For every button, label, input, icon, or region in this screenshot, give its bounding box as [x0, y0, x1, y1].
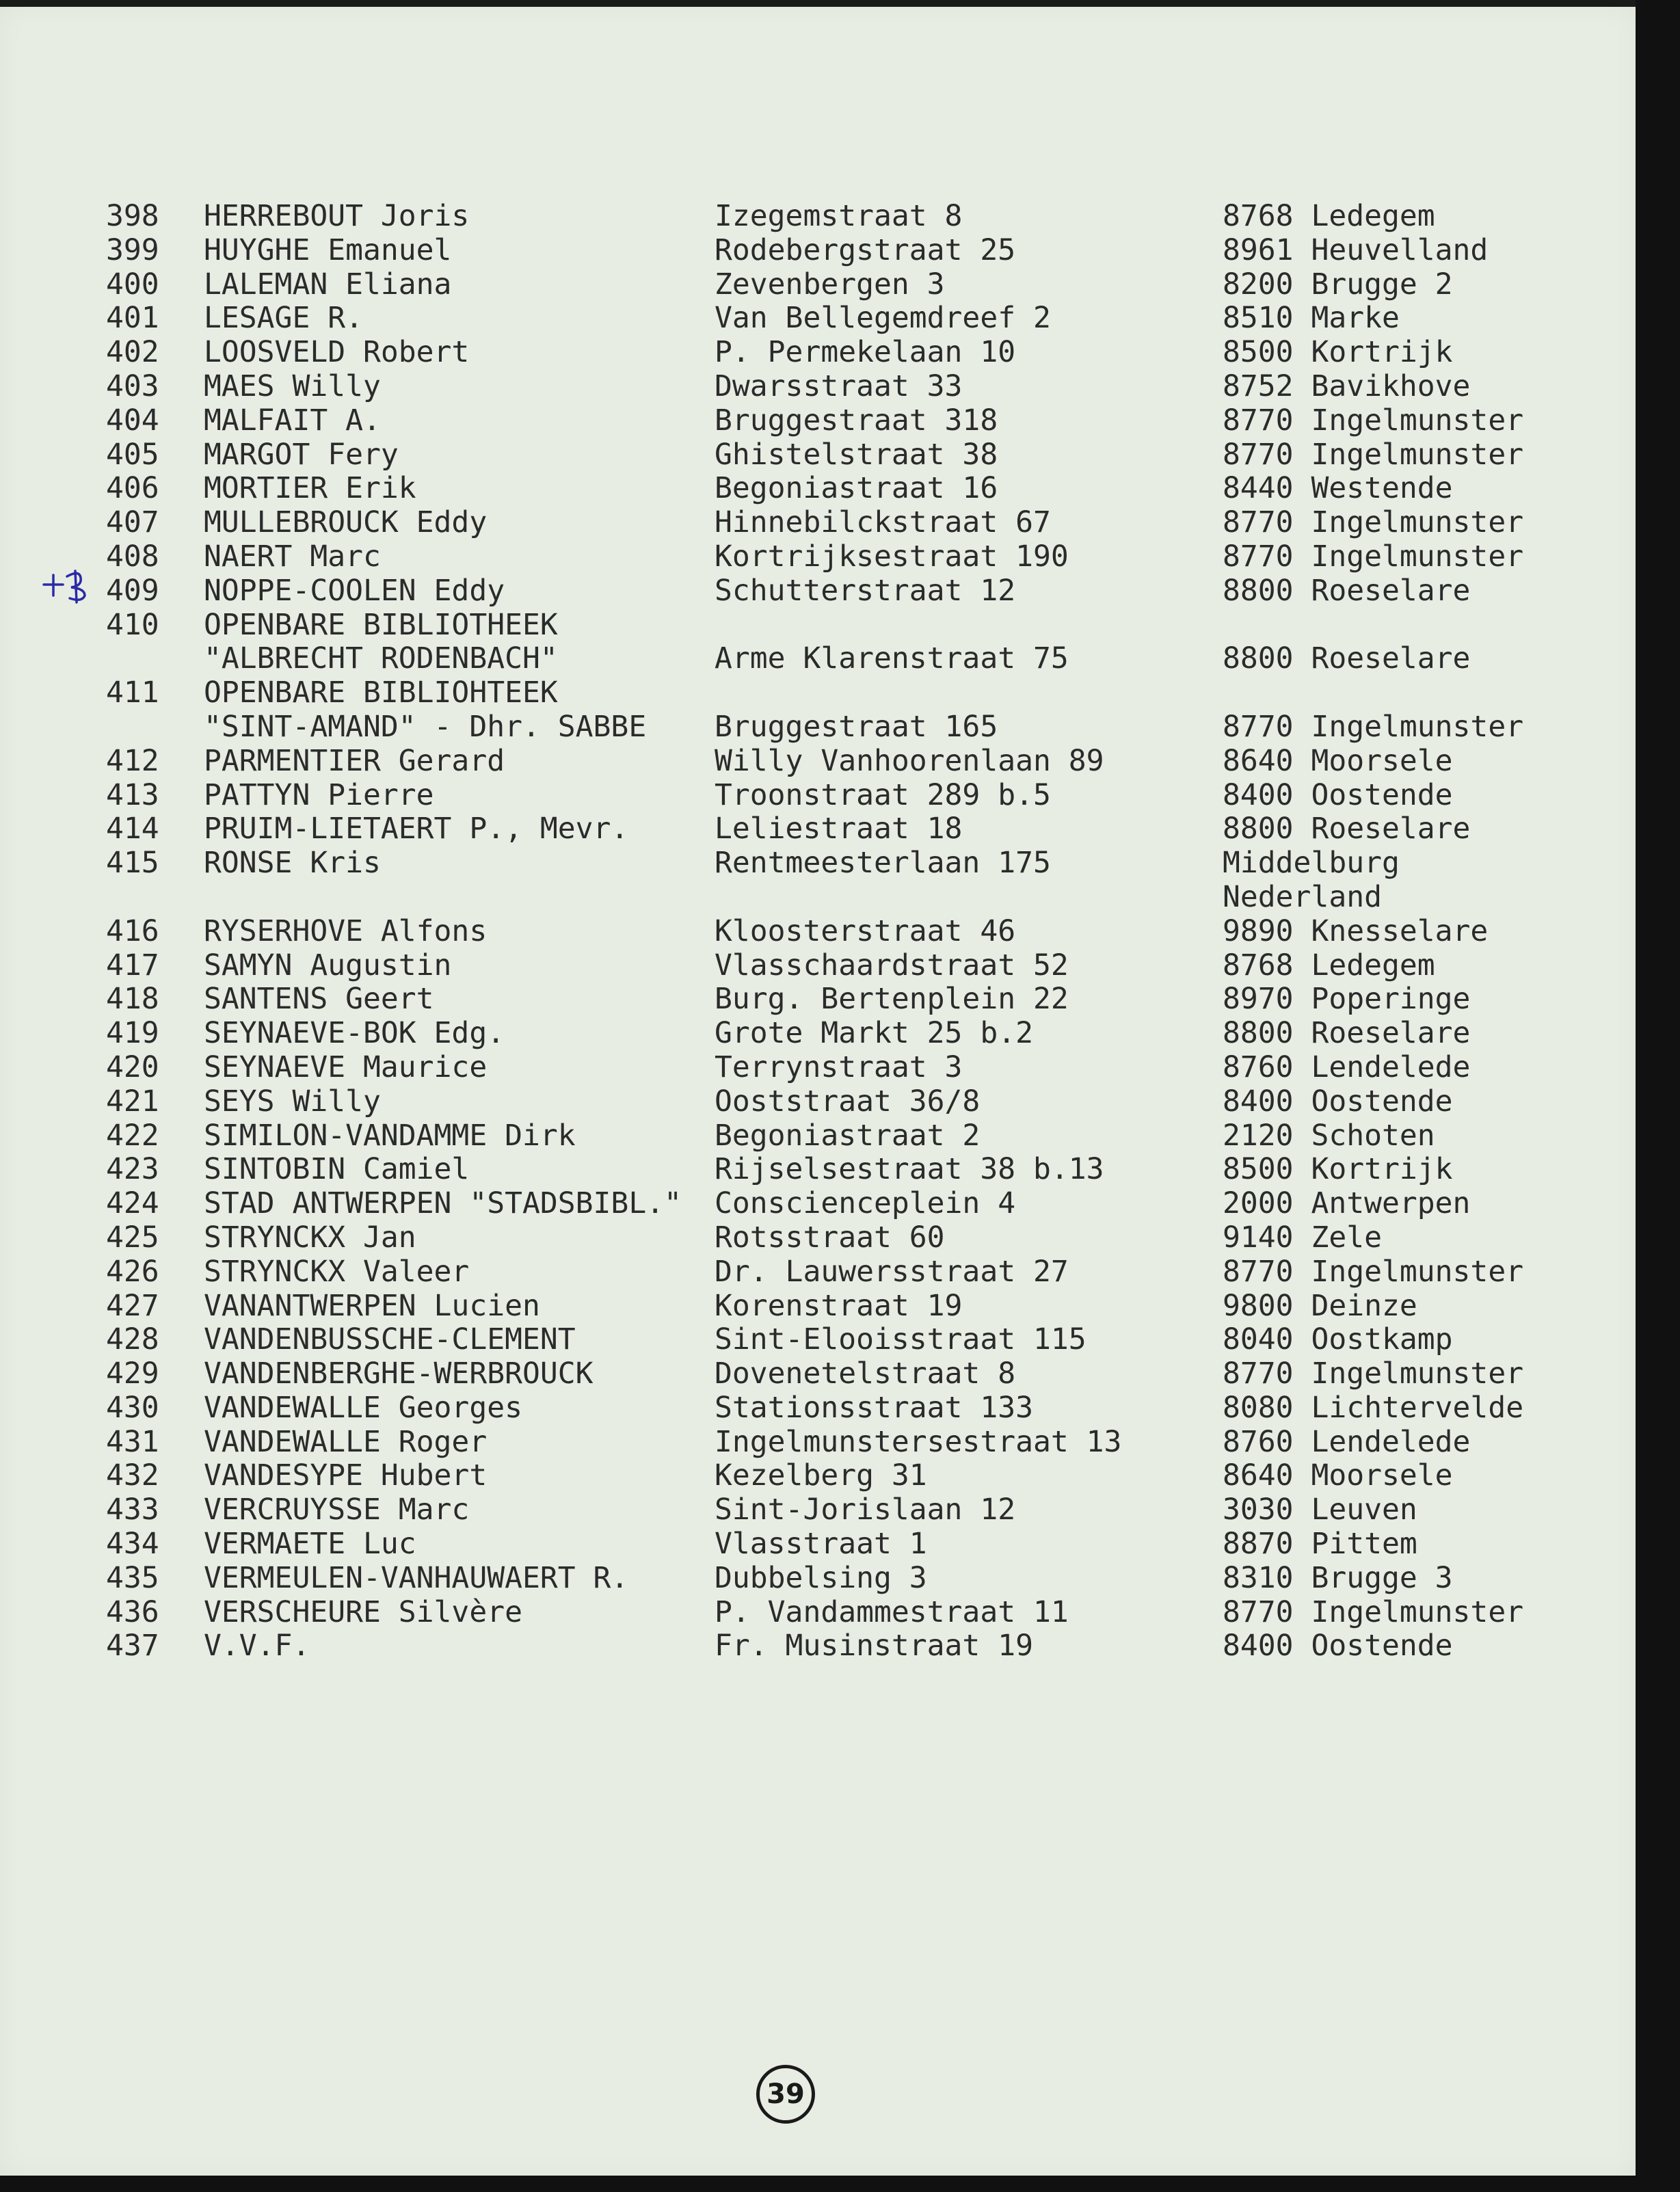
entry-city: 8400 Oostende	[1223, 1629, 1453, 1663]
entry-number: 435	[106, 1560, 159, 1595]
entry-name: SAMYN Augustin	[204, 948, 452, 983]
list-item	[0, 949, 1636, 983]
entry-city: 8440 Westende	[1223, 471, 1453, 506]
entry-name-line-1: OPENBARE BIBLIOHTEEK	[204, 676, 558, 710]
entry-street: Rentmeesterlaan 175	[715, 846, 1051, 881]
entry-name: VANDENBUSSCHE-CLEMENT	[204, 1322, 576, 1357]
list-item	[0, 1221, 1636, 1255]
list-item	[0, 1596, 1636, 1630]
entry-name: V.V.F.	[204, 1629, 310, 1663]
entry-city: 8770 Ingelmunster	[1223, 505, 1524, 540]
entry-street: Burg. Bertenplein 22	[715, 982, 1069, 1017]
entry-name: SEYS Willy	[204, 1084, 381, 1119]
entry-street: Hinnebilckstraat 67	[715, 505, 1051, 540]
entry-street: Bruggestraat 318	[715, 403, 998, 438]
entry-city: 8310 Brugge 3	[1223, 1560, 1453, 1595]
entry-city: 9890 Knesselare	[1223, 913, 1489, 948]
list-item	[0, 1562, 1636, 1596]
entry-city	[1223, 846, 1400, 915]
list-item	[0, 234, 1636, 268]
list-item	[0, 779, 1636, 813]
entry-number: 408	[106, 539, 159, 574]
list-item	[0, 609, 1636, 677]
entry-name: HERREBOUT Joris	[204, 199, 470, 233]
entry-street: Fr. Musinstraat 19	[715, 1629, 1033, 1663]
entry-name: NOPPE-COOLEN Eddy	[204, 573, 505, 608]
entry-street: Begoniastraat 16	[715, 471, 998, 506]
list-item	[0, 1119, 1636, 1153]
entry-name: STRYNCKX Valeer	[204, 1254, 470, 1289]
entry-street: Sint-Elooisstraat 115	[715, 1322, 1086, 1357]
entry-city: 8961 Heuvelland	[1223, 232, 1489, 267]
list-item	[0, 915, 1636, 949]
entry-name: MORTIER Erik	[204, 471, 416, 506]
scan-edge-right	[1636, 0, 1680, 2192]
list-item	[0, 1629, 1636, 1663]
entry-number: 400	[106, 267, 159, 302]
entry-name: SANTENS Geert	[204, 982, 434, 1017]
entry-street: Leliestraat 18	[715, 812, 963, 846]
entry-number: 399	[106, 232, 159, 267]
list-item	[0, 472, 1636, 506]
entry-street: Bruggestraat 165	[715, 709, 998, 744]
entry-city: 8080 Lichtervelde	[1223, 1390, 1524, 1425]
entry-number: 406	[106, 471, 159, 506]
entry-name: VANDEWALLE Georges	[204, 1390, 522, 1425]
list-item	[0, 1153, 1636, 1187]
entry-street: Zevenbergen 3	[715, 267, 945, 302]
entry-name: STRYNCKX Jan	[204, 1220, 416, 1255]
entry-number: 420	[106, 1050, 159, 1084]
entry-name	[204, 609, 558, 677]
entry-name: SEYNAEVE Maurice	[204, 1050, 488, 1084]
scan-edge-bottom	[0, 2176, 1680, 2192]
entry-number: 398	[106, 199, 159, 233]
entry-city: 8768 Ledegem	[1223, 199, 1435, 233]
address-list	[0, 200, 1636, 1663]
entry-street: Willy Vanhoorenlaan 89	[715, 743, 1104, 778]
entry-street: Schutterstraat 12	[715, 573, 1016, 608]
list-item	[0, 1527, 1636, 1562]
entry-name: STAD ANTWERPEN "STADSBIBL."	[204, 1186, 682, 1221]
entry-number: 436	[106, 1594, 159, 1629]
entry-street: Terrynstraat 3	[715, 1050, 963, 1084]
list-item	[0, 1459, 1636, 1493]
entry-city: 8770 Ingelmunster	[1223, 437, 1524, 472]
list-item	[0, 1017, 1636, 1051]
list-item	[0, 983, 1636, 1017]
list-item	[0, 676, 1636, 745]
entry-number: 433	[106, 1493, 159, 1527]
entry-name: VERSCHEURE Silvère	[204, 1594, 522, 1629]
list-item	[0, 745, 1636, 779]
entry-number: 429	[106, 1356, 159, 1391]
entry-street: Dovenetelstraat 8	[715, 1356, 1016, 1391]
entry-name: VANDESYPE Hubert	[204, 1458, 488, 1493]
entry-city: 8770 Ingelmunster	[1223, 1356, 1524, 1391]
list-item	[0, 1357, 1636, 1391]
entry-number: 413	[106, 777, 159, 812]
entry-street: Rijselsestraat 38 b.13	[715, 1152, 1104, 1187]
entry-number: 411	[106, 676, 159, 710]
entry-street: Troonstraat 289 b.5	[715, 777, 1051, 812]
entry-name: VANDENBERGHE-WERBROUCK	[204, 1356, 594, 1391]
list-item	[0, 336, 1636, 370]
list-item	[0, 1391, 1636, 1426]
list-item	[0, 1051, 1636, 1085]
entry-name: MAES Willy	[204, 369, 381, 403]
entry-city: 8800 Roeselare	[1223, 573, 1471, 608]
entry-name: VANDEWALLE Roger	[204, 1424, 488, 1459]
list-item	[0, 268, 1636, 302]
entry-name: VANANTWERPEN Lucien	[204, 1288, 540, 1323]
list-item	[0, 1323, 1636, 1357]
list-item	[0, 1085, 1636, 1119]
entry-city: 8760 Lendelede	[1223, 1424, 1471, 1459]
entry-number: 423	[106, 1152, 159, 1187]
entry-street: Rodebergstraat 25	[715, 232, 1016, 267]
entry-name: MARGOT Fery	[204, 437, 399, 472]
entry-city: 8770 Ingelmunster	[1223, 709, 1524, 744]
entry-street: Rotsstraat 60	[715, 1220, 945, 1255]
entry-street: Dubbelsing 3	[715, 1560, 927, 1595]
entry-street: Sint-Jorislaan 12	[715, 1493, 1016, 1527]
entry-street: Izegemstraat 8	[715, 199, 963, 233]
entry-name: LESAGE R.	[204, 301, 363, 336]
entry-name: VERCRUYSSE Marc	[204, 1493, 470, 1527]
entry-city: 3030 Leuven	[1223, 1493, 1417, 1527]
entry-number: 415	[106, 846, 159, 881]
entry-number: 403	[106, 369, 159, 403]
list-item	[0, 302, 1636, 336]
entry-street: Dr. Lauwersstraat 27	[715, 1254, 1069, 1289]
entry-name: PRUIM-LIETAERT P., Mevr.	[204, 812, 629, 846]
entry-city: 8770 Ingelmunster	[1223, 403, 1524, 438]
entry-city: 8400 Oostende	[1223, 777, 1453, 812]
list-item	[0, 1187, 1636, 1221]
entry-number: 405	[106, 437, 159, 472]
list-item	[0, 574, 1636, 609]
entry-city: 8640 Moorsele	[1223, 743, 1453, 778]
entry-city: 9140 Zele	[1223, 1220, 1382, 1255]
page-number-badge	[756, 2065, 815, 2124]
entry-number: 422	[106, 1118, 159, 1153]
entry-name: VERMAETE Luc	[204, 1527, 416, 1562]
entry-name-line-1: OPENBARE BIBLIOTHEEK	[204, 607, 558, 642]
entry-city: 8752 Bavikhove	[1223, 369, 1471, 403]
entry-number: 412	[106, 743, 159, 778]
list-item	[0, 846, 1636, 915]
entry-city: 8768 Ledegem	[1223, 948, 1435, 983]
entry-number: 409	[106, 573, 159, 608]
entry-number: 432	[106, 1458, 159, 1493]
entry-number: 425	[106, 1220, 159, 1255]
list-item	[0, 370, 1636, 404]
entry-city-line-1: Middelburg	[1223, 846, 1400, 881]
entry-number: 421	[106, 1084, 159, 1119]
entry-city: 8760 Lendelede	[1223, 1050, 1471, 1084]
entry-number: 427	[106, 1288, 159, 1323]
entry-city: 2120 Schoten	[1223, 1118, 1435, 1153]
entry-number: 428	[106, 1322, 159, 1357]
entry-street: Kezelberg 31	[715, 1458, 927, 1493]
entry-name: RYSERHOVE Alfons	[204, 913, 488, 948]
entry-street: Stationsstraat 133	[715, 1390, 1033, 1425]
entry-city: 8040 Oostkamp	[1223, 1322, 1453, 1357]
list-item	[0, 1255, 1636, 1289]
entry-street: Ingelmunstersestraat 13	[715, 1424, 1122, 1459]
entry-street: Arme Klarenstraat 75	[715, 641, 1069, 676]
entry-number: 424	[106, 1186, 159, 1221]
entry-city: 8400 Oostende	[1223, 1084, 1453, 1119]
entry-city: 8770 Ingelmunster	[1223, 1594, 1524, 1629]
entry-number: 407	[106, 505, 159, 540]
list-item	[0, 506, 1636, 540]
list-item	[0, 1493, 1636, 1527]
entry-street: Begoniastraat 2	[715, 1118, 981, 1153]
entry-street: Kloosterstraat 46	[715, 913, 1016, 948]
entry-name-line-2: "ALBRECHT RODENBACH"	[204, 641, 558, 676]
entry-name: PATTYN Pierre	[204, 777, 434, 812]
entry-city: 8640 Moorsele	[1223, 1458, 1453, 1493]
entry-name: SIMILON-VANDAMME Dirk	[204, 1118, 576, 1153]
entry-name: LOOSVELD Robert	[204, 335, 470, 370]
entry-name: LALEMAN Eliana	[204, 267, 452, 302]
entry-name: MALFAIT A.	[204, 403, 381, 438]
entry-city: 8510 Marke	[1223, 301, 1400, 336]
entry-city: 8500 Kortrijk	[1223, 1152, 1453, 1187]
entry-street: Van Bellegemdreef 2	[715, 301, 1051, 336]
entry-street: Ghistelstraat 38	[715, 437, 998, 472]
list-item	[0, 1289, 1636, 1324]
entry-street: Vlasschaardstraat 52	[715, 948, 1069, 983]
page-number: 39	[766, 2079, 805, 2110]
entry-number: 418	[106, 982, 159, 1017]
list-item	[0, 438, 1636, 472]
entry-street: P. Vandammestraat 11	[715, 1594, 1069, 1629]
entry-number: 417	[106, 948, 159, 983]
entry-street: Korenstraat 19	[715, 1288, 963, 1323]
entry-city: 8770 Ingelmunster	[1223, 1254, 1524, 1289]
entry-name: HUYGHE Emanuel	[204, 232, 452, 267]
entry-number: 410	[106, 607, 159, 642]
list-item	[0, 540, 1636, 574]
entry-number: 431	[106, 1424, 159, 1459]
entry-city-line-2: Nederland	[1223, 879, 1382, 914]
list-item	[0, 1426, 1636, 1460]
entry-street: Vlasstraat 1	[715, 1527, 927, 1562]
entry-city: 8800 Roeselare	[1223, 641, 1471, 676]
entry-number: 401	[106, 301, 159, 336]
entry-city: 8870 Pittem	[1223, 1527, 1417, 1562]
entry-city: 8500 Kortrijk	[1223, 335, 1453, 370]
entry-number: 419	[106, 1016, 159, 1051]
entry-city: 8970 Poperinge	[1223, 982, 1471, 1017]
entry-city: 2000 Antwerpen	[1223, 1186, 1471, 1221]
entry-name: VERMEULEN-VANHAUWAERT R.	[204, 1560, 629, 1595]
entry-name: RONSE Kris	[204, 846, 381, 881]
entry-name	[204, 676, 646, 745]
entry-name: SINTOBIN Camiel	[204, 1152, 470, 1187]
list-item	[0, 404, 1636, 438]
entry-number: 426	[106, 1254, 159, 1289]
entry-street: P. Permekelaan 10	[715, 335, 1016, 370]
entry-number: 434	[106, 1527, 159, 1562]
entry-name: SEYNAEVE-BOK Edg.	[204, 1016, 505, 1051]
entry-number: 404	[106, 403, 159, 438]
list-item	[0, 812, 1636, 846]
entry-name: NAERT Marc	[204, 539, 381, 574]
entry-city: 9800 Deinze	[1223, 1288, 1417, 1323]
entry-city: 8800 Roeselare	[1223, 812, 1471, 846]
entry-street: Grote Markt 25 b.2	[715, 1016, 1033, 1051]
entry-name: MULLEBROUCK Eddy	[204, 505, 488, 540]
entry-city: 8800 Roeselare	[1223, 1016, 1471, 1051]
entry-name-line-2: "SINT-AMAND" - Dhr. SABBE	[204, 709, 647, 744]
entry-street: Kortrijksestraat 190	[715, 539, 1069, 574]
entry-street: Conscienceplein 4	[715, 1186, 1016, 1221]
entry-number: 402	[106, 335, 159, 370]
entry-street: Ooststraat 36/8	[715, 1084, 981, 1119]
list-item	[0, 200, 1636, 234]
entry-city: 8200 Brugge 2	[1223, 267, 1453, 302]
entry-number: 414	[106, 812, 159, 846]
entry-number: 430	[106, 1390, 159, 1425]
entry-number: 416	[106, 913, 159, 948]
entry-city: 8770 Ingelmunster	[1223, 539, 1524, 574]
document-page	[0, 7, 1636, 2176]
entry-name: PARMENTIER Gerard	[204, 743, 505, 778]
entry-street: Dwarsstraat 33	[715, 369, 963, 403]
entry-number: 437	[106, 1629, 159, 1663]
